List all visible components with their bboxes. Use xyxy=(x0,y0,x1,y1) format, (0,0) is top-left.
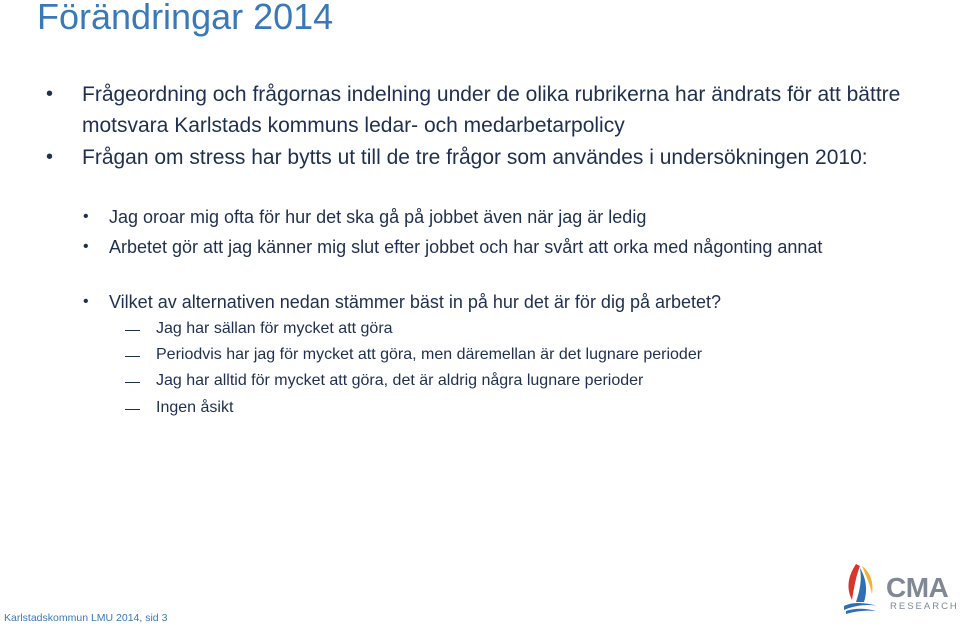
bullet-icon: • xyxy=(46,83,54,105)
option-text: Jag har alltid för mycket att göra, det är aldrig några lugnare perioder xyxy=(156,372,644,389)
sub-bullet-text: Jag oroar mig ofta för hur det ska gå på jobbet även när jag är ledig xyxy=(109,207,647,227)
bullet-icon: • xyxy=(83,238,89,255)
sub-bullet-text: Arbetet gör att jag känner mig slut efter jobbet och har svårt att orka med någonting annat xyxy=(109,237,823,257)
dash-icon xyxy=(125,382,140,383)
bullet-item xyxy=(46,142,912,173)
option-text: Periodvis har jag för mycket att göra, men däremellan är det lugnare perioder xyxy=(156,346,703,363)
bullet-icon: • xyxy=(46,146,54,168)
logo-subtitle: RESEARCH xyxy=(890,601,959,612)
option-text: Jag har sällan för mycket att göra xyxy=(156,320,393,337)
footer-text: Karlstadskommun LMU 2014, sid 3 xyxy=(4,612,168,624)
option-item xyxy=(156,395,876,421)
option-text: Ingen åsikt xyxy=(156,399,234,416)
option-item xyxy=(156,368,876,394)
sub-bullet-item xyxy=(83,232,909,262)
dash-icon xyxy=(125,409,140,410)
bullet-text: Frågeordning och frågornas indelning under de olika rubrikerna har ändrats för att bättre motsvara Karlstads kommuns ledar- och medarbetarpolicy xyxy=(82,83,901,137)
bullet-text: Frågan om stress har bytts ut till de tre frågor som användes i undersökningen 2010: xyxy=(82,146,868,169)
dash-icon xyxy=(125,356,140,357)
bullet-icon: • xyxy=(83,293,89,310)
logo-wave-icon xyxy=(846,609,876,614)
option-item xyxy=(156,342,876,368)
slide-title: Förändringar 2014 xyxy=(37,0,334,37)
option-item xyxy=(156,316,876,342)
bullet-item xyxy=(46,79,912,141)
dash-icon xyxy=(125,330,140,331)
sub-bullet-item xyxy=(83,287,909,317)
logo-name: CMA xyxy=(886,572,949,603)
sub-bullet-text: Vilket av alternativen nedan stämmer bäst in på hur det är för dig på arbetet? xyxy=(109,292,722,312)
bullet-icon: • xyxy=(83,208,89,225)
sub-bullet-item xyxy=(83,202,909,232)
